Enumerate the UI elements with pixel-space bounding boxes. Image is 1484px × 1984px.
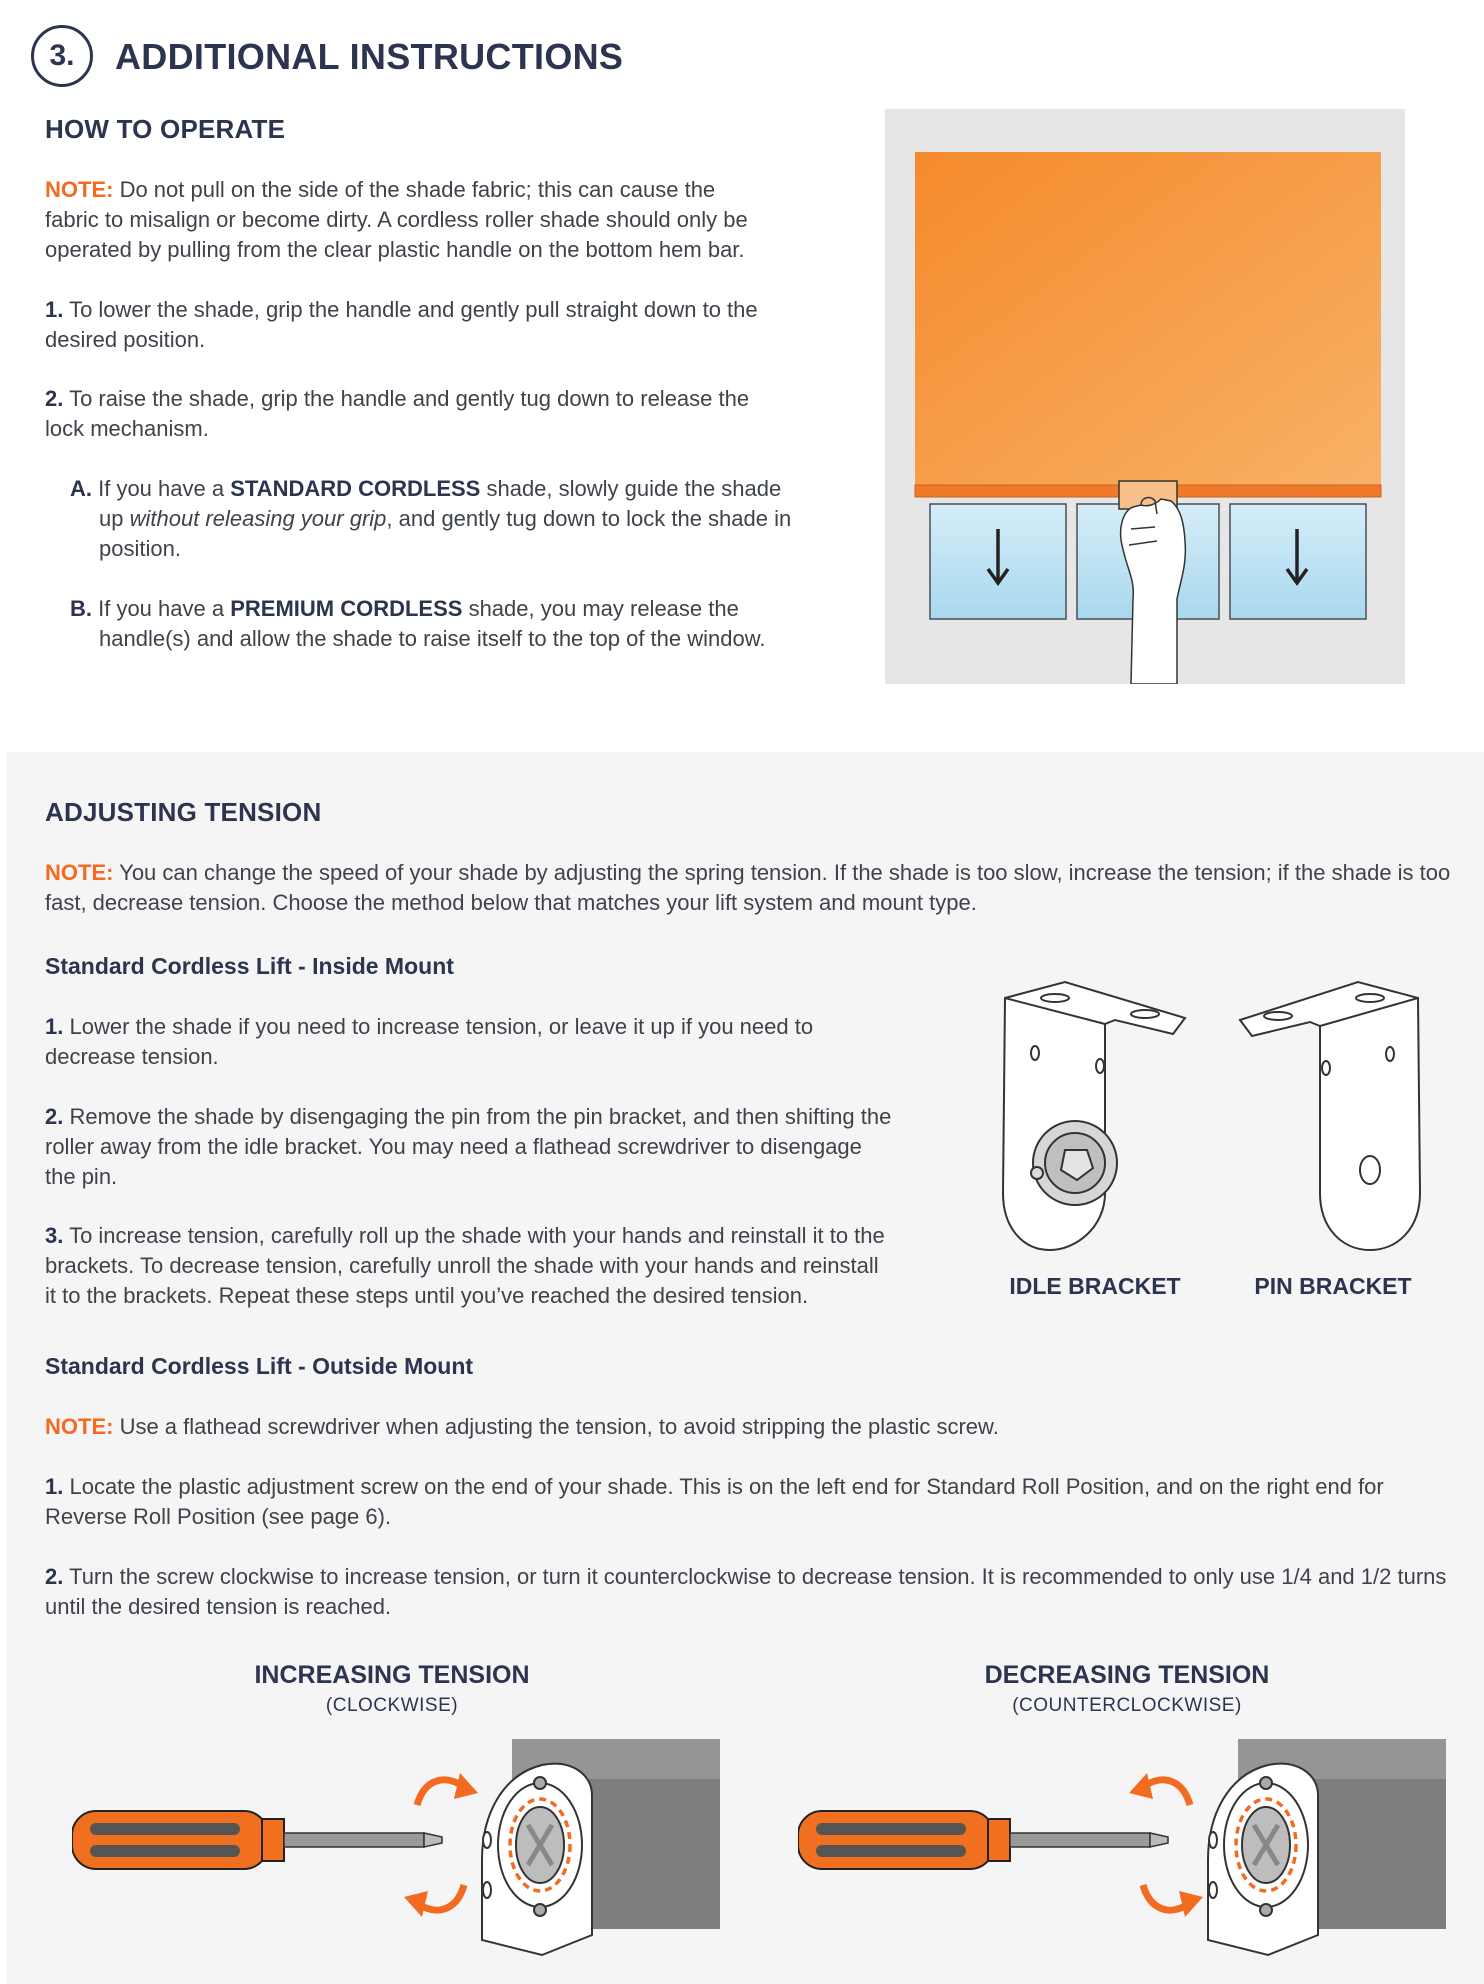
screwdriver-icon	[72, 1811, 442, 1869]
note-label: NOTE:	[45, 860, 114, 885]
step-number: 2.	[45, 1104, 64, 1129]
step-number: 3.	[45, 1223, 64, 1248]
operate-step-1	[45, 295, 765, 355]
counterclockwise-arrowhead	[1179, 1891, 1203, 1917]
pin-bracket-illustration	[1238, 978, 1428, 1253]
step-text: shade, you may release the handle(s) and allow the shade to raise itself to the top of the window.	[99, 596, 766, 651]
counterclockwise-arrowhead	[1129, 1773, 1153, 1799]
step-letter: B.	[70, 596, 92, 621]
standard-cordless-term: STANDARD CORDLESS	[230, 476, 481, 501]
outside-step-2	[45, 1562, 1455, 1622]
clockwise-arrowhead	[404, 1891, 428, 1917]
operate-step-2	[45, 384, 765, 444]
increasing-tension-subtitle: (CLOCKWISE)	[325, 1695, 459, 1716]
decreasing-tension-subtitle: (COUNTERCLOCKWISE)	[1012, 1695, 1242, 1716]
step-circle	[31, 25, 93, 87]
step-text: To raise the shade, grip the handle and gently tug down to release the lock mechanism.	[45, 386, 750, 441]
page-title: ADDITIONAL INSTRUCTIONS	[115, 36, 624, 77]
step-number: 2.	[45, 386, 64, 411]
note-text: Do not pull on the side of the shade fabric; this can cause the fabric to misalign or become dirty. A cordless roller shade should only be operated by pulling from the clear plastic handle on the bottom hem bar.	[45, 177, 748, 262]
shade-operation-illustration	[885, 109, 1405, 684]
idle-bracket-label: IDLE BRACKET	[1009, 1273, 1181, 1299]
inside-mount-heading: Standard Cordless Lift - Inside Mount	[45, 953, 454, 979]
screwdriver-icon	[798, 1811, 1168, 1869]
step-number: 2.	[45, 1564, 64, 1589]
tension-note	[45, 858, 1455, 918]
outside-note	[45, 1412, 1455, 1442]
step-letter: A.	[70, 476, 92, 501]
step-text: To increase tension, carefully roll up the shade with your hands and reinstall it to the brackets. To decrease tension, carefully unroll the shade with your hands and reinstall it to the brackets. Repeat these steps until you’ve reached the desired tension.	[45, 1223, 885, 1308]
operate-step-a	[70, 474, 799, 564]
note-label: NOTE:	[45, 177, 114, 202]
decreasing-tension-illustration	[798, 1735, 1448, 1960]
note-label: NOTE:	[45, 1414, 114, 1439]
step-number: 1.	[45, 1014, 64, 1039]
step-number: 1.	[45, 1474, 64, 1499]
step-text: If you have a	[92, 596, 231, 621]
increasing-tension-illustration	[72, 1735, 722, 1960]
outside-step-1	[45, 1472, 1455, 1532]
note-text: Use a flathead screwdriver when adjusting the tension, to avoid stripping the plastic screw.	[113, 1414, 999, 1439]
decreasing-tension-title: DECREASING TENSION	[984, 1661, 1270, 1689]
step-text: shade, slowly guide the shade up	[99, 476, 782, 531]
end-cap	[1208, 1764, 1318, 1955]
idle-bracket-illustration	[995, 978, 1195, 1253]
inside-step-1	[45, 1012, 895, 1072]
operate-step-b	[70, 594, 799, 654]
operate-note	[45, 175, 765, 265]
step-number: 3.	[49, 39, 75, 72]
shade-fabric	[915, 152, 1381, 497]
premium-cordless-term: PREMIUM CORDLESS	[230, 596, 463, 621]
step-text: To lower the shade, grip the handle and gently pull straight down to the desired position.	[45, 297, 758, 352]
increasing-tension-title: INCREASING TENSION	[254, 1661, 530, 1689]
outside-mount-heading: Standard Cordless Lift - Outside Mount	[45, 1353, 474, 1379]
step-text: Remove the shade by disengaging the pin from the pin bracket, and then shifting the roller away from the idle bracket. You may need a flathead screwdriver to disengage the pin.	[45, 1104, 892, 1189]
inside-step-2	[45, 1102, 895, 1192]
note-text: You can change the speed of your shade by adjusting the spring tension. If the shade is too slow, increase the tension; if the shade is too fast, decrease tension. Choose the method below that matches your lift system and mount type.	[45, 860, 1451, 915]
clockwise-arrowhead	[454, 1773, 478, 1799]
step-text: , and gently tug down to lock the shade in position.	[99, 506, 792, 561]
end-cap	[482, 1764, 592, 1955]
operate-heading: HOW TO OPERATE	[45, 114, 286, 144]
pin-bracket-label: PIN BRACKET	[1254, 1273, 1412, 1299]
step-text: Lower the shade if you need to increase tension, or leave it up if you need to decrease tension.	[45, 1014, 814, 1069]
tension-heading: ADJUSTING TENSION	[45, 797, 322, 827]
step-number: 1.	[45, 297, 64, 322]
emphasis-text: without releasing your grip	[129, 506, 387, 531]
step-text: If you have a	[92, 476, 231, 501]
step-text: Locate the plastic adjustment screw on the end of your shade. This is on the left end for Standard Roll Position, and on the right end for Reverse Roll Position (see page 6).	[45, 1474, 1384, 1529]
step-text: Turn the screw clockwise to increase tension, or turn it counterclockwise to decrease tension. It is recommended to only use 1/4 and 1/2 turns until the desired tension is reached.	[45, 1564, 1447, 1619]
inside-step-3	[45, 1221, 895, 1311]
